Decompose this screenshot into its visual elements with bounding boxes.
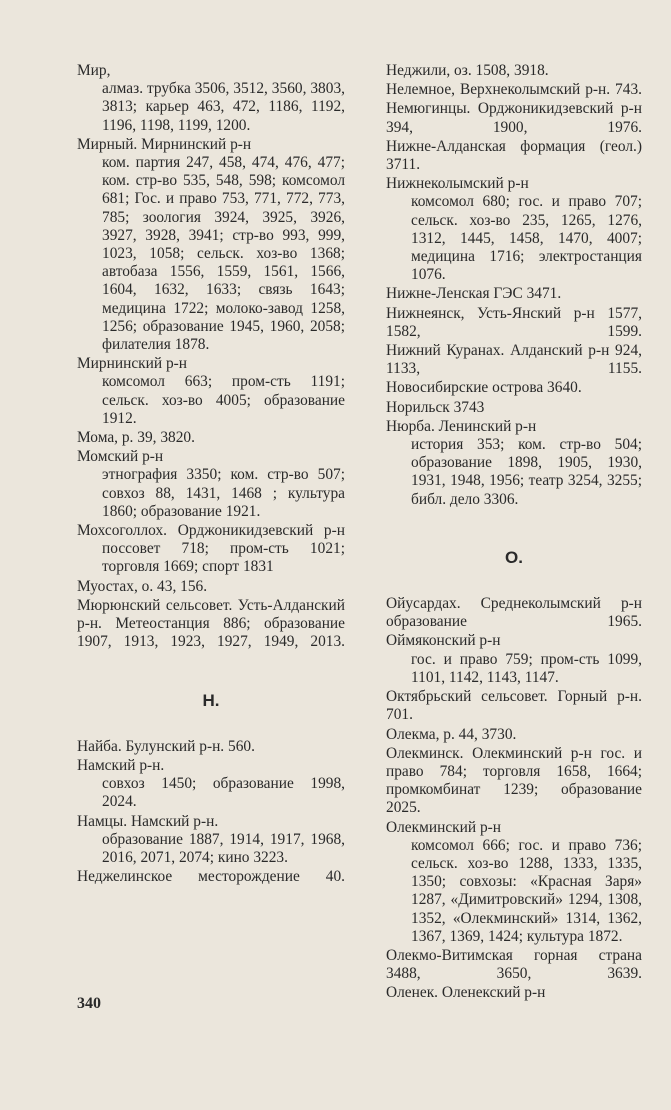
index-entry-head: Октябрьский сельсовет. Горный р-н. 701. [386, 688, 642, 724]
index-entry-head: Неджили, оз. 1508, 3918. [386, 62, 549, 79]
index-entry [386, 175, 642, 284]
index-entry-body: комсомол 666; гос. и право 736; сельск. хоз-во 1288, 1333, 1335, 1350; совхозы: «Красная Заря» 1287, «Димитровский» 1294, 1308, 1352, «Олекминский» 1314, 1362, 1367, 1369, 1424; культура 1872. [411, 836, 642, 945]
index-entry [77, 429, 345, 447]
index-entry [386, 305, 642, 341]
index-entry-head: Оймяконский р-н [386, 632, 501, 650]
index-entry-head: Олекмо-Витимская горная страна 3488, 3650, 3639. [386, 946, 642, 983]
index-entry [386, 285, 642, 303]
index-entry-head: Нижне-Ленская ГЭС 3471. [386, 285, 562, 303]
index-entry-head: Неджелинское месторождение 40. [77, 868, 345, 886]
index-entry-head: Олекминск. Олекминский р-н гос. и право 784; торговля 1658, 1664; промкомбинат 1239; образование 2025. [386, 744, 642, 817]
index-entry [386, 595, 642, 631]
index-entry-head: Нюрба. Ленинский р-н [386, 417, 537, 435]
index-entry [386, 81, 642, 99]
index-entry [77, 757, 345, 812]
index-entry [386, 62, 642, 80]
index-entry [386, 632, 642, 687]
index-entry-body: история 353; ком. стр-во 504; образование 1898, 1905, 1930, 1931, 1948, 1956; театр 3254, 3255; библ. дело 3306. [411, 436, 642, 508]
index-entry [77, 62, 345, 135]
index-entry-head: Мирный. Мирнинский р-н [77, 135, 252, 153]
index-entry [77, 597, 345, 652]
index-entry-body: комсомол 663; пром-сть 1191; сельск. хоз-во 4005; образование 1912. [102, 373, 345, 427]
index-entry [77, 136, 345, 354]
index-entry-head: Мир, [77, 62, 111, 79]
index-entry-head: Нижнеянск, Усть-Янский р-н 1577, 1582, 1599. [386, 304, 642, 340]
index-entry-head: Немюгинцы. Орджоникидзевский р-н 394, 1900, 1976. [386, 100, 642, 136]
index-entry-head: Мюрюнский сельсовет. Усть-Алданский р-н. Метеостанция 886; образование 1907, 1913, 1923, 1927, 1949, 2013. [77, 596, 345, 651]
index-column-right [386, 62, 642, 1004]
section-letter: Н. [202, 690, 220, 710]
index-entry-body: совхоз 1450; образование 1998, 2024. [102, 775, 345, 811]
index-entry-head: Мохсоголлох. Орджоникидзевский р-н [77, 522, 345, 540]
index-entry [386, 745, 642, 818]
index-entry [386, 726, 642, 744]
index-entry [77, 738, 345, 756]
index-entry-head: Норильск 3743 [386, 398, 485, 416]
index-entry [386, 947, 642, 983]
index-entry-body: ком. партия 247, 458, 474, 476, 477; ком. стр-во 535, 548, 598; комсомол 681; Гос. и право 753, 771, 772, 773, 785; зоология 3924, 3925, 3926, 3927, 3928, 3941; стр-во 993, 999, 1023, 1058; сельск. хоз-во 1368; автобаза 1556, 1559, 1561, 1566, 1604, 1632, 1633; связь 1643; медицина 1722; молоко-завод 1258, 1256; образование 1945, 1960, 2058; филателия 1878. [102, 154, 345, 354]
index-entry-body: этнография 3350; ком. стр-во 507; совхоз 88, 1431, 1468 ; культура 1860; образование 1921. [102, 466, 345, 520]
index-entry [386, 100, 642, 136]
index-entry-head: Найба. Булунский р-н. 560. [77, 737, 255, 755]
index-entry-head: Олекма, р. 44, 3730. [386, 725, 517, 743]
section-letter: О. [505, 547, 523, 567]
index-entry-body: алмаз. трубка 3506, 3512, 3560, 3803, 3813; карьер 463, 472, 1186, 1192, 1196, 1198, 1199, 1200. [102, 80, 345, 134]
index-entry-head: Нижнеколымский р-н [386, 175, 529, 193]
index-entry-head: Олекминский р-н [386, 818, 502, 836]
index-entry [386, 984, 642, 1002]
index-entry [386, 819, 642, 946]
index-entry-head: Новосибирские острова 3640. [386, 379, 582, 397]
index-entry [386, 342, 642, 378]
index-entry-head: Мирнинский р-н [77, 355, 188, 373]
index-entry [386, 399, 642, 417]
index-entry-head: Оленек. Оленекский р-н [386, 984, 546, 1002]
index-entry [77, 578, 345, 596]
index-entry-head: Намцы. Намский р-н. [77, 812, 219, 830]
index-entry [386, 418, 642, 509]
index-entry-head: Нижний Куранах. Алданский р-н 924, 1133, 1155. [386, 342, 642, 378]
page-number: 340 [77, 995, 101, 1012]
index-entry [77, 868, 345, 886]
index-entry-head: Намский р-н. [77, 756, 165, 774]
index-entry [77, 522, 345, 577]
index-entry [77, 813, 345, 868]
index-entry [386, 688, 642, 724]
index-entry-head: Муостах, о. 43, 156. [77, 577, 208, 595]
index-entry-body: образование 1887, 1914, 1917, 1968, 2016, 2071, 2074; кино 3223. [102, 830, 345, 866]
index-entry-head: Момский р-н [77, 448, 164, 466]
index-entry [77, 448, 345, 521]
index-entry-body: комсомол 680; гос. и право 707; сельск. хоз-во 235, 1265, 1276, 1312, 1445, 1458, 1470, 4007; медицина 1716; электростанция 1076. [411, 193, 642, 284]
index-entry-head: Ойусардах. Среднеколымский р-н образование 1965. [386, 595, 642, 631]
index-entry-head: Нелемное, Верхнеколымский р-н. 743. [386, 81, 642, 99]
index-entry-head: Нижне-Алданская формация (геол.) 3711. [386, 137, 642, 174]
index-entry-body: поссовет 718; пром-сть 1021; торговля 1669; спорт 1831 [102, 540, 345, 576]
index-column-left [77, 62, 345, 887]
index-entry [386, 138, 642, 174]
index-entry-head: Мома, р. 39, 3820. [77, 429, 195, 447]
index-entry-body: гос. и право 759; пром-сть 1099, 1101, 1142, 1143, 1147. [411, 650, 642, 686]
index-entry [77, 355, 345, 428]
index-entry [386, 379, 642, 397]
